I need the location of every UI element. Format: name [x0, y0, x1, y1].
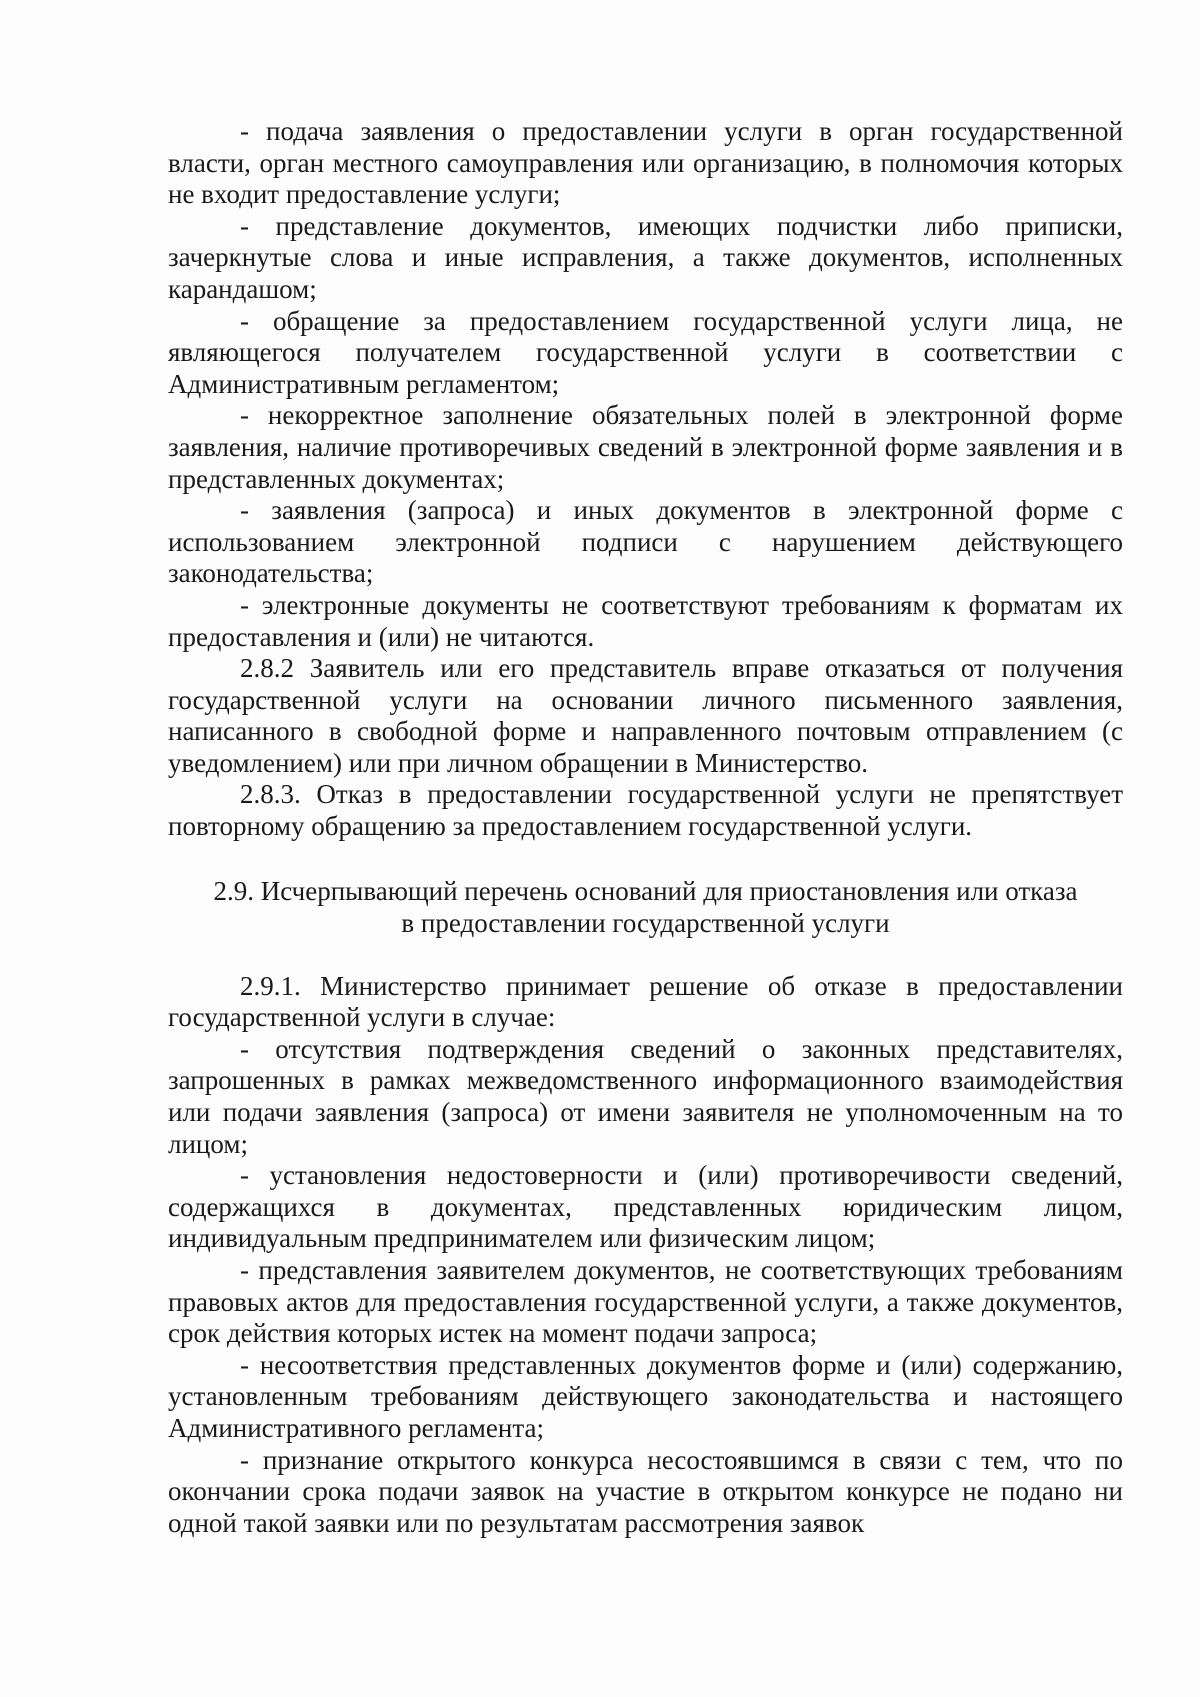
paragraph: - обращение за предоставлением государственной услуги лица, не являющегося получателем государственной услуги в соответствии с Административным регламентом;	[168, 305, 1123, 399]
paragraph: - представления заявителем документов, не соответствующих требованиям правовых актов для предоставления государственной услуги, а также документов, срок действия которых истек на момент подачи запроса;	[168, 1255, 1123, 1349]
section-heading	[168, 875, 1123, 939]
paragraph: - представление документов, имеющих подчистки либо приписки, зачеркнутые слова и иные исправления, а также документов, исполненных карандашом;	[168, 210, 1123, 304]
paragraph: 2.8.2 Заявитель или его представитель вправе отказаться от получения государственной услуги на основании личного письменного заявления, написанного в свободной форме и направленного почтовым отправлением (с уведомлением) или при личном обращении в Министерство.	[168, 653, 1123, 778]
paragraph: - отсутствия подтверждения сведений о законных представителях, запрошенных в рамках межведомственного информационного взаимодействия или подачи заявления (запроса) от имени заявителя не уполномоченным на то лицом;	[168, 1033, 1123, 1159]
document-body	[168, 116, 1123, 1539]
paragraph: - заявления (запроса) и иных документов в электронной форме с использованием электронной подписи с нарушением действующего законодательства;	[168, 495, 1123, 589]
section-heading-line: 2.9. Исчерпывающий перечень оснований для приостановления или отказа	[213, 875, 1078, 906]
paragraph: - признание открытого конкурса несостоявшимся в связи с тем, что по окончании срока подачи заявок на участие в открытом конкурсе не подано ни одной такой заявки или по результатам рассмотрения заявок	[168, 1444, 1123, 1538]
paragraph: - электронные документы не соответствуют требованиям к форматам их предоставления и (или) не читаются.	[168, 589, 1123, 652]
paragraph: - установления недостоверности и (или) противоречивости сведений, содержащихся в документах, представленных юридическим лицом, индивидуальным предпринимателем или физическим лицом;	[168, 1160, 1123, 1254]
paragraph: 2.8.3. Отказ в предоставлении государственной услуги не препятствует повторному обращению за предоставлением государственной услуги.	[168, 779, 1123, 842]
paragraph: - несоответствия представленных документов форме и (или) содержанию, установленным требованиям действующего законодательства и настоящего Административного регламента;	[168, 1349, 1123, 1443]
paragraph: - подача заявления о предоставлении услуги в орган государственной власти, орган местного самоуправления или организацию, в полномочия которых не входит предоставление услуги;	[168, 116, 1123, 210]
paragraph: - некорректное заполнение обязательных полей в электронной форме заявления, наличие противоречивых сведений в электронной форме заявления и в представленных документах;	[168, 400, 1123, 494]
section-heading-line: в предоставлении государственной услуги	[401, 907, 890, 938]
paragraph: 2.9.1. Министерство принимает решение об отказе в предоставлении государственной услуги в случае:	[168, 970, 1123, 1033]
